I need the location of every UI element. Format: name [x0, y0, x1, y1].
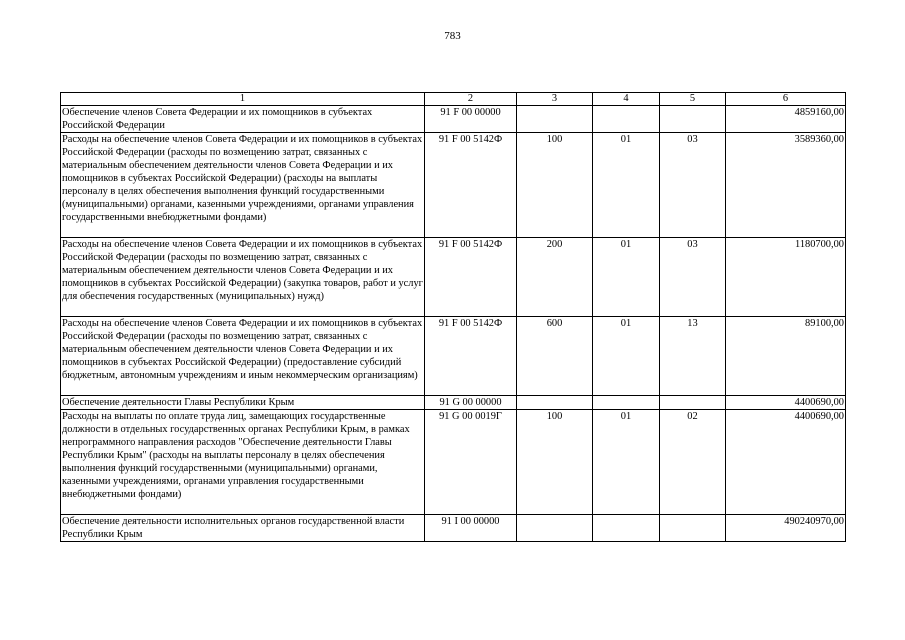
header-col-6: 6 [726, 93, 846, 106]
row-code: 91 F 00 5142Ф [425, 238, 517, 317]
row-col-3: 100 [517, 133, 593, 238]
row-col-3: 200 [517, 238, 593, 317]
row-col-3: 100 [517, 410, 593, 515]
row-col-5 [660, 396, 726, 410]
row-code: 91 F 00 5142Ф [425, 317, 517, 396]
row-description: Расходы на обеспечение членов Совета Федерации и их помощников в субъектах Российской Федерации (расходы по возмещению затрат, связанных с материальным обеспечением деятельности членов Совета Федерации и их помощников в субъектах Российской Федерации) (закупка товаров, работ и услуг для обеспечения государственных (муниципальных) нужд) [61, 238, 425, 317]
row-col-4: 01 [593, 133, 660, 238]
row-col-4 [593, 106, 660, 133]
row-col-4: 01 [593, 317, 660, 396]
table-row [61, 106, 846, 133]
row-col-3 [517, 106, 593, 133]
row-col-5: 02 [660, 410, 726, 515]
header-col-2: 2 [425, 93, 517, 106]
row-col-5: 13 [660, 317, 726, 396]
row-amount: 4859160,00 [726, 106, 846, 133]
table-row [61, 515, 846, 542]
header-col-3: 3 [517, 93, 593, 106]
row-description: Обеспечение деятельности исполнительных органов государственной власти Республики Крым [61, 515, 425, 542]
header-row [61, 93, 846, 106]
row-col-4 [593, 396, 660, 410]
table-row [61, 317, 846, 396]
row-description: Расходы на выплаты по оплате труда лиц, замещающих государственные должности в отдельных государственных органах Республики Крым, в рамках непрограммного направления расходов "Обеспечение деятельности Главы Республики Крым" (расходы на выплаты персоналу в целях обеспечения выполнения функций государственными (муниципальными) органами, казенными учреждениями, органами управления государственными внебюджетными фондами) [61, 410, 425, 515]
table-row [61, 238, 846, 317]
table-row [61, 410, 846, 515]
row-description: Обеспечение членов Совета Федерации и их помощников в субъектах Российской Федерации [61, 106, 425, 133]
row-amount: 1180700,00 [726, 238, 846, 317]
row-col-4: 01 [593, 238, 660, 317]
row-col-3 [517, 515, 593, 542]
row-code: 91 I 00 00000 [425, 515, 517, 542]
row-description: Обеспечение деятельности Главы Республики Крым [61, 396, 425, 410]
row-col-5: 03 [660, 238, 726, 317]
row-code: 91 F 00 00000 [425, 106, 517, 133]
header-col-4: 4 [593, 93, 660, 106]
table-row [61, 396, 846, 410]
row-col-4 [593, 515, 660, 542]
row-description: Расходы на обеспечение членов Совета Федерации и их помощников в субъектах Российской Федерации (расходы по возмещению затрат, связанных с материальным обеспечением деятельности членов Совета Федерации и их помощников в субъектах Российской Федерации) (расходы на выплаты персоналу в целях обеспечения выполнения функций государственными (муниципальными) органами, казенными учреждениями, органами управления государственными внебюджетными фондами) [61, 133, 425, 238]
header-col-1: 1 [61, 93, 425, 106]
row-amount: 490240970,00 [726, 515, 846, 542]
row-description: Расходы на обеспечение членов Совета Федерации и их помощников в субъектах Российской Федерации (расходы по возмещению затрат, связанных с материальным обеспечением деятельности членов Совета Федерации и их помощников в субъектах Российской Федерации) (предоставление субсидий бюджетным, автономным учреждениям и иным некоммерческим организациям) [61, 317, 425, 396]
row-col-5 [660, 106, 726, 133]
row-code: 91 F 00 5142Ф [425, 133, 517, 238]
row-code: 91 G 00 00000 [425, 396, 517, 410]
header-col-5: 5 [660, 93, 726, 106]
page-number: 783 [444, 30, 461, 42]
row-col-4: 01 [593, 410, 660, 515]
budget-table [60, 92, 846, 542]
row-amount: 4400690,00 [726, 396, 846, 410]
row-col-3: 600 [517, 317, 593, 396]
row-amount: 3589360,00 [726, 133, 846, 238]
row-col-5 [660, 515, 726, 542]
row-col-3 [517, 396, 593, 410]
row-amount: 89100,00 [726, 317, 846, 396]
table-row [61, 133, 846, 238]
row-col-5: 03 [660, 133, 726, 238]
row-amount: 4400690,00 [726, 410, 846, 515]
row-code: 91 G 00 0019Г [425, 410, 517, 515]
